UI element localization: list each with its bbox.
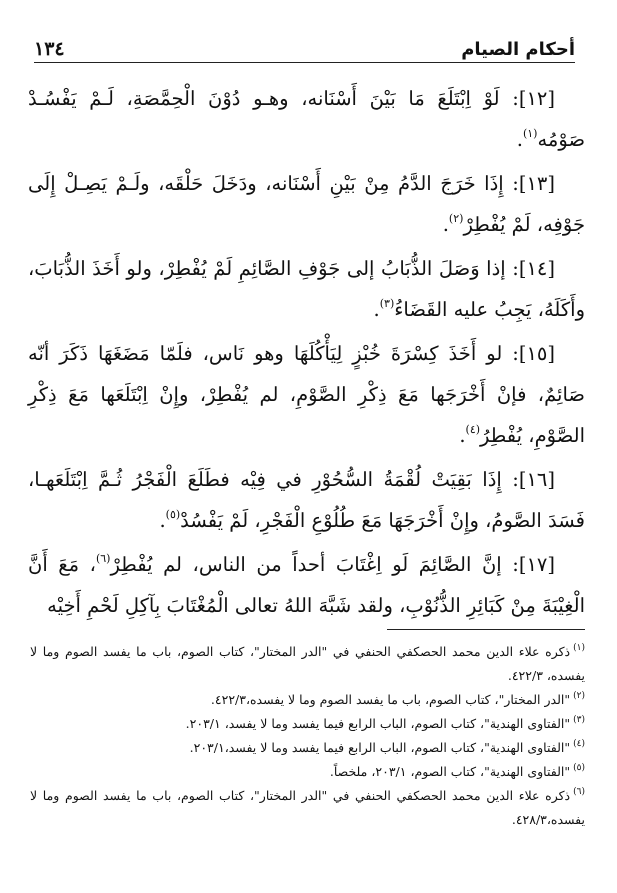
paragraph-end: ، مَعَ أَنَّ الْغِيْبَةَ مِنْ كَبَائِرِ الذُّنُوْبِ، ولقد شَبَّهَ اللهُ تعالى الْمُغْتَابَ بِآكِلِ لَحْمِ أَخِيْه xyxy=(28,553,585,617)
paragraph-text: إذا وَصَلَ الذُّبَابُ إلى جَوْفِ الصَّائِمِ لَمْ يُفْطِرْ، ولو أَخَذَ الذُّبَابَ، وأَكَلَهُ، يَجِبُ عليه القَضَاءُ xyxy=(28,257,585,321)
page-header xyxy=(34,26,575,60)
footnote-mark: (١) xyxy=(573,643,585,653)
paragraph-end: . xyxy=(373,298,380,321)
paragraph-number: [١٦]: xyxy=(512,468,555,491)
footnote-mark: (٦) xyxy=(573,787,585,797)
page-number: ١٣٤ xyxy=(34,38,65,60)
footnote-ref[interactable]: (٦) xyxy=(95,552,111,565)
footnote-mark: (٣) xyxy=(573,715,585,725)
paragraph-number: [١٣]: xyxy=(512,172,555,195)
paragraph-text: لو أَخَذَ كِسْرَةَ خُبْزٍ لِيَأْكُلَهَا وهو نَاس، فلَمّا مَضَغَهَا ذَكَرَ أنّه صَائِمٌ، فإنْ أَخْرَجَها مَعَ ذِكْرِ الصَّوْمِ، لم يُفْطِرْ، وإِنْ اِبْتَلَعَها مَعَ ذِكْرِ الصَّوْمِ، يُفْطِرُ xyxy=(28,342,585,447)
paragraph-15 xyxy=(28,333,585,456)
paragraph-end: . xyxy=(516,128,523,151)
footnote-text: "الفتاوى الهندية"، كتاب الصوم، ٢٠٣/١، ملخصاً. xyxy=(329,764,571,779)
paragraph-end: . xyxy=(459,424,466,447)
footnote-5 xyxy=(30,760,585,784)
footnote-2 xyxy=(30,688,585,712)
footnote-text: ذكره علاء الدين محمد الحصكفي الحنفي في "الدر المختار"، كتاب الصوم، باب ما يفسد الصوم وما لا يفسده،٤٢٨/٣. xyxy=(30,788,585,827)
footnote-ref[interactable]: (١) xyxy=(522,127,538,140)
footnote-ref[interactable]: (٥) xyxy=(165,508,181,521)
main-text xyxy=(28,78,585,629)
footnote-ref[interactable]: (٤) xyxy=(465,423,481,436)
footnote-mark: (٢) xyxy=(573,691,585,701)
paragraph-number: [١٧]: xyxy=(512,553,555,576)
footnotes xyxy=(30,640,585,832)
paragraph-text: إِذَا خَرَجَ الدَّمُ مِنْ بَيْنِ أَسْنَانه، ودَخَلَ حَلْقَه، ولَـمْ يَصِـلْ إِلَى جَوْفِه، لَمْ يُفْطِرْ xyxy=(28,172,585,236)
footnote-ref[interactable]: (٣) xyxy=(379,297,395,310)
paragraph-end: . xyxy=(442,213,449,236)
paragraph-number: [١٤]: xyxy=(512,257,556,280)
paragraph-17 xyxy=(28,544,585,626)
paragraph-end: . xyxy=(159,509,166,532)
footnote-1 xyxy=(30,640,585,688)
footnote-mark: (٤) xyxy=(573,739,585,749)
paragraph-text: إِذَا بَقِيَتْ لُقْمَةُ السُّحُوْرِ في فِيْه فطَلَعَ الْفَجْرُ ثُـمَّ اِبْتَلَعَهـا، فَسَدَ الصَّومُ، وإِنْ أَخْرَجَهَا مَعَ طُلُوْعِ الْفَجْرِ، لَمْ يَفْسُدْ xyxy=(28,468,585,532)
footnote-mark: (٥) xyxy=(573,763,585,773)
paragraph-text: لَوْ اِبْتَلَعَ مَا بَيْنَ أَسْنَانه، وهـو دُوْنَ الْحِمَّصَةِ، لَـمْ يَفْسُـدْ صَوْمُه xyxy=(28,87,585,151)
footnote-divider xyxy=(387,629,585,630)
footnote-3 xyxy=(30,712,585,736)
paragraph-12 xyxy=(28,78,585,160)
footnote-text: "الفتاوى الهندية"، كتاب الصوم، الباب الرابع فيما يفسد وما لا يفسد، ٢٠٣/١. xyxy=(185,716,571,731)
paragraph-text: إنَّ الصَّائِمَ لَو اِغْتَابَ أحداً من الناس، لم يُفْطِرْ xyxy=(110,553,502,576)
paragraph-number: [١٥]: xyxy=(512,342,555,365)
footnote-text: "الفتاوى الهندية"، كتاب الصوم، الباب الرابع فيما يفسد وما لا يفسد،٢٠٣/١. xyxy=(189,740,571,755)
footnote-4 xyxy=(30,736,585,760)
footnote-text: ذكره علاء الدين محمد الحصكفي الحنفي في "الدر المختار"، كتاب الصوم، باب ما يفسد الصوم وما لا يفسده، ٤٢٢/٣. xyxy=(30,644,585,683)
header-divider xyxy=(34,62,575,63)
paragraph-number: [١٢]: xyxy=(512,87,556,110)
running-title: أحكام الصيام xyxy=(461,39,575,60)
paragraph-13 xyxy=(28,163,585,245)
footnote-ref[interactable]: (٢) xyxy=(448,212,464,225)
footnote-text: "الدر المختار"، كتاب الصوم، باب ما يفسد الصوم وما لا يفسده،٤٢٢/٣. xyxy=(210,692,571,707)
paragraph-16 xyxy=(28,459,585,541)
paragraph-14 xyxy=(28,248,585,330)
footnote-6 xyxy=(30,784,585,832)
